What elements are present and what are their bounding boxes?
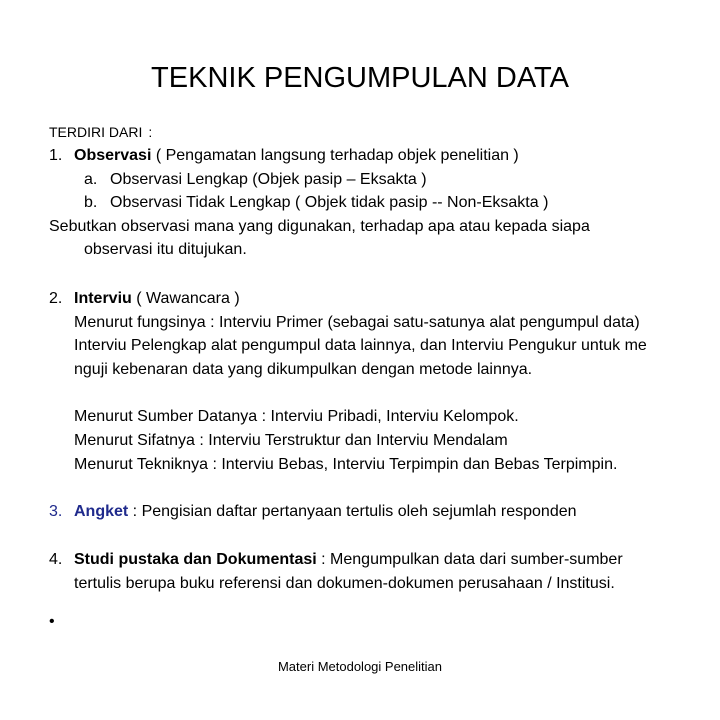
footer-text: Materi Metodologi Penelitian [277,659,443,674]
section-2-term: Interviu [74,290,132,307]
section-2-line-2: Interviu Pelengkap alat pengumpul data lainnya, dan Interviu Pengukur untuk me [74,337,647,354]
section-3-term: Angket [74,503,129,520]
section-2-line-3: nguji kebenaran data yang dikumpulkan dengan metode lainnya. [74,361,533,378]
section-1-number: 1. [49,147,63,164]
intro-label [49,123,152,141]
empty-bullet: • [49,613,55,630]
section-3-desc: : Pengisian daftar pertanyaan tertulis oleh sejumlah responden [128,503,577,520]
page-title: TEKNIK PENGUMPULAN DATA [151,62,569,94]
section-1-heading [49,146,519,166]
section-1-note-line-1: Sebutkan observasi mana yang digunakan, terhadap apa atau kepada siapa [49,218,590,235]
item-a-marker: a. [84,171,98,188]
item-a-text: Observasi Lengkap (Objek pasip – Eksakta ) [110,171,427,188]
section-2-line-6: Menurut Tekniknya : Interviu Bebas, Interviu Terpimpin dan Bebas Terpimpin. [74,456,618,473]
section-4-desc: : Mengumpulkan data dari sumber-sumber [316,551,623,568]
section-2-line-5: Menurut Sifatnya : Interviu Terstruktur dan Interviu Mendalam [74,432,508,449]
section-4-line-2: tertulis berupa buku referensi dan dokumen-dokumen perusahaan / Institusi. [74,575,615,592]
section-2-number: 2. [49,290,63,307]
section-4-term: Studi pustaka dan Dokumentasi [74,551,317,568]
section-1-item-b [84,193,548,213]
section-1-term: Observasi [74,147,152,164]
section-4-number: 4. [49,551,63,568]
section-1-note-line-2: observasi itu ditujukan. [84,241,247,258]
section-3-heading [49,502,577,522]
item-b-text: Observasi Tidak Lengkap ( Objek tidak pasip -- Non-Eksakta ) [110,194,549,211]
section-2-heading [49,289,240,309]
intro-colon: : [148,124,153,140]
intro-text: TERDIRI DARI [49,124,143,140]
section-2-desc: ( Wawancara ) [131,290,240,307]
section-2-line-1: Menurut fungsinya : Interviu Primer (sebagai satu-satunya alat pengumpul data) [74,314,640,331]
section-3-number: 3. [49,503,63,520]
section-1-item-a [84,170,427,190]
item-b-marker: b. [84,194,98,211]
section-2-line-4: Menurut Sumber Datanya : Interviu Pribadi, Interviu Kelompok. [74,408,519,425]
section-1-desc: ( Pengamatan langsung terhadap objek penelitian ) [151,147,519,164]
section-4-heading [49,550,623,570]
